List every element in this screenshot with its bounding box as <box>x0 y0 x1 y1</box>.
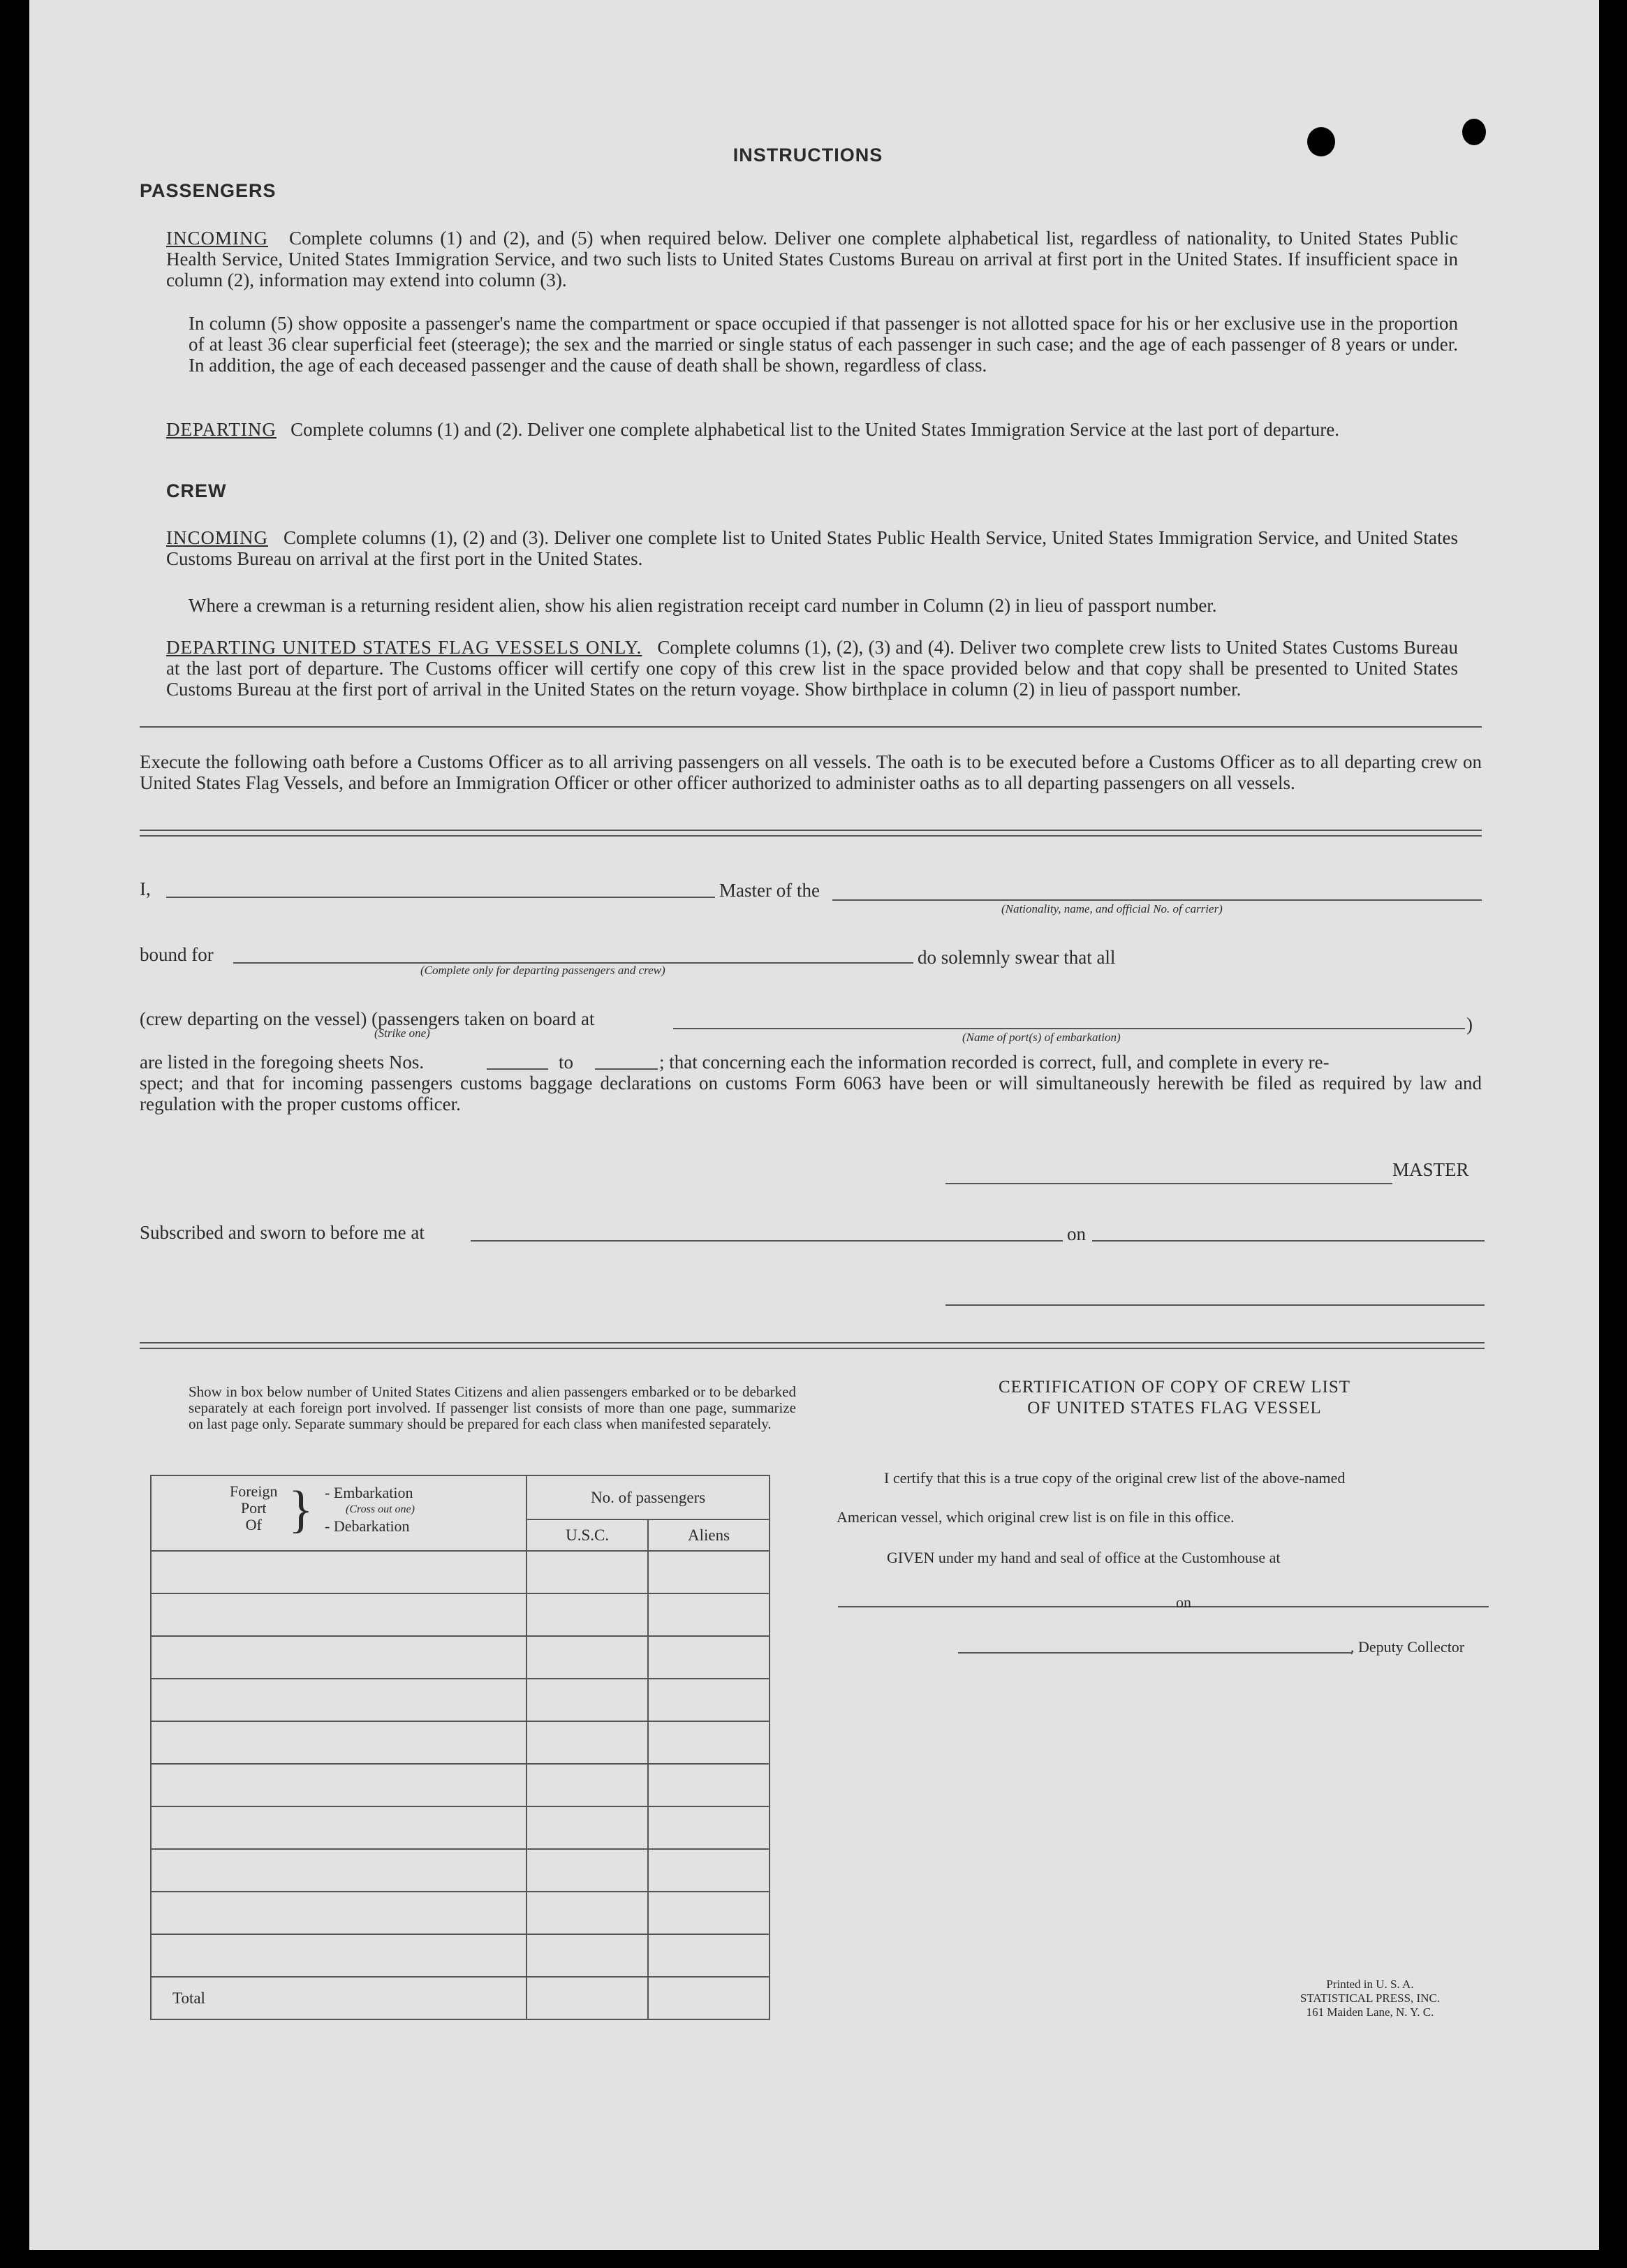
crew-heading: CREW <box>166 480 227 501</box>
total-row <box>151 1977 770 2019</box>
subscribed-date-line[interactable] <box>1092 1240 1485 1242</box>
master-of-the-label: Master of the <box>715 880 824 901</box>
crew-departing-label: DEPARTING UNITED STATES FLAG VESSELS ONLY. <box>166 637 642 658</box>
sheet-from-line[interactable] <box>487 1068 548 1070</box>
embarkation-port-line[interactable] <box>673 1028 1465 1029</box>
crew-departing-text: Complete columns (1), (2), (3) and (4). Deliver two complete crew lists to United States Customs Bureau at the last port of departure. The Customs officer will certify one copy of this crew list in the space provided below and that copy shall be presented to United States Customs Bureau at the first port of arrival in the United States on the return voyage. Show birthplace in column (2) in lieu of passport number. <box>166 637 1459 700</box>
port-cell[interactable] <box>151 1892 527 1934</box>
swear-label: do solemnly swear that all <box>913 947 1119 968</box>
port-label: Port <box>240 1499 267 1517</box>
certification-title <box>909 1377 1440 1419</box>
printer-line3: 161 Maiden Lane, N. Y. C. <box>1306 2005 1434 2019</box>
to-label: to <box>559 1052 574 1073</box>
usc-header: U.S.C. <box>527 1519 648 1551</box>
oath-bottom-divider <box>140 1342 1485 1349</box>
table-row <box>151 1679 770 1721</box>
sheet-to-line[interactable] <box>595 1068 658 1070</box>
crew-departing-paragraph <box>166 637 1458 700</box>
usc-cell[interactable] <box>527 1764 648 1806</box>
aliens-cell[interactable] <box>648 1636 770 1679</box>
master-name-line[interactable] <box>166 897 732 898</box>
aliens-cell[interactable] <box>648 1806 770 1849</box>
table-row <box>151 1892 770 1934</box>
brace-icon: } <box>288 1481 314 1538</box>
given-text: GIVEN under my hand and seal of office at the Customhouse at <box>887 1549 1281 1566</box>
listed-text-c: spect; and that for incoming passengers customs baggage declarations on customs Form 6063 have been or will simultaneously herewith be filed as required by law and regulation with the proper customs officer. <box>140 1073 1482 1114</box>
usc-cell[interactable] <box>527 1892 648 1934</box>
aliens-cell[interactable] <box>648 1551 770 1593</box>
usc-cell[interactable] <box>527 1934 648 1977</box>
usc-cell[interactable] <box>527 1551 648 1593</box>
crew-incoming-paragraph <box>166 527 1458 569</box>
master-signature-line[interactable] <box>945 1183 1392 1184</box>
crew-incoming-label: INCOMING <box>166 527 268 548</box>
close-paren: ) <box>1466 1014 1473 1035</box>
table-row <box>151 1849 770 1892</box>
deputy-signature-line[interactable] <box>958 1652 1352 1654</box>
crew-departing-label-oath: (crew departing on the vessel) (passengers taken on board at <box>140 1008 595 1029</box>
usc-cell[interactable] <box>527 1593 648 1636</box>
summary-note: Show in box below number of United States Citizens and alien passengers embarked or to be debarked separately at each foreign port involved. If passenger list consists of more than one page, summarize on last page only. Separate summary should be prepared for each class when manifested separately. <box>189 1383 796 1432</box>
aliens-header: Aliens <box>648 1519 770 1551</box>
port-cell[interactable] <box>151 1551 527 1593</box>
subscribed-on-label: on <box>1067 1223 1086 1244</box>
foreign-port-header <box>151 1475 527 1551</box>
strike-one-note: (Strike one) <box>374 1026 430 1040</box>
master-label: MASTER <box>1392 1159 1469 1180</box>
carrier-line[interactable] <box>832 899 1482 901</box>
certification-date-line[interactable] <box>1197 1606 1489 1607</box>
aliens-cell[interactable] <box>648 1764 770 1806</box>
passengers-departing-paragraph <box>166 419 1458 440</box>
bound-for-label: bound for <box>140 944 214 965</box>
nationality-note: (Nationality, name, and official No. of carrier) <box>1001 902 1223 915</box>
table-row <box>151 1551 770 1593</box>
port-cell[interactable] <box>151 1636 527 1679</box>
incoming-text: Complete columns (1) and (2), and (5) when required below. Deliver one complete alphabetical list, regardless of nationality, to United States Public Health Service, United States Immigration Service, and two such lists to United States Customs Bureau on arrival at first port in the United States. If insufficient space in column (2), information may extend into column (3). <box>166 228 1458 290</box>
oath-intro: Execute the following oath before a Customs Officer as to all arriving passengers on all vessels. The oath is to be executed before a Customs Officer as to all departing crew on United States Flag Vessels, and before an Immigration Officer or other officer authorized to administer oaths as to all departing passengers on all vessels. <box>140 751 1482 793</box>
subscribed-label: Subscribed and sworn to before me at <box>140 1222 425 1243</box>
complete-only-note: (Complete only for departing passengers and crew) <box>420 964 665 977</box>
column5-paragraph: In column (5) show opposite a passenger's name the compartment or space occupied if that passenger is not allotted space for his or her exclusive use in the proportion of at least 36 clear superficial feet (steerage); the sex and the married or single status of each passenger in such case; and the age of each passenger of 8 years or under. In addition, the age of each deceased passenger and the cause of death shall be shown, regardless of class. <box>189 313 1458 376</box>
oath-intro-divider <box>140 830 1482 837</box>
usc-cell[interactable] <box>527 1636 648 1679</box>
total-label: Total <box>151 1977 527 2019</box>
deputy-collector-label: , Deputy Collector <box>1350 1638 1465 1656</box>
instructions-title: INSTRUCTIONS <box>732 145 883 165</box>
total-aliens-cell[interactable] <box>648 1977 770 2019</box>
of-label: Of <box>245 1516 262 1533</box>
table-row <box>151 1636 770 1679</box>
usc-cell[interactable] <box>527 1721 648 1764</box>
no-of-passengers-header: No. of passengers <box>527 1475 770 1519</box>
usc-cell[interactable] <box>527 1849 648 1892</box>
i-label: I, <box>140 878 151 899</box>
incoming-label: INCOMING <box>166 228 268 249</box>
customhouse-line[interactable] <box>838 1606 1201 1607</box>
aliens-cell[interactable] <box>648 1849 770 1892</box>
port-cell[interactable] <box>151 1764 527 1806</box>
aliens-cell[interactable] <box>648 1721 770 1764</box>
certify-text: I certify that this is a true copy of the original crew list of the above-named <box>884 1469 1346 1487</box>
printer-line2: STATISTICAL PRESS, INC. <box>1300 1991 1441 2005</box>
table-row <box>151 1806 770 1849</box>
printer-imprint <box>1258 1978 1482 2019</box>
cross-out-note: (Cross out one) <box>346 1503 415 1515</box>
debarkation-label: - Debarkation <box>325 1517 410 1535</box>
subscribed-place-line[interactable] <box>471 1240 1063 1242</box>
table-header-row <box>151 1475 770 1519</box>
port-cell[interactable] <box>151 1679 527 1721</box>
embarkation-label: - Embarkation <box>325 1484 413 1501</box>
certification-on-label: on <box>1176 1593 1191 1611</box>
name-of-ports-note: (Name of port(s) of embarkation) <box>962 1031 1121 1044</box>
table-row <box>151 1764 770 1806</box>
port-cell[interactable] <box>151 1806 527 1849</box>
usc-cell[interactable] <box>527 1679 648 1721</box>
table-row <box>151 1934 770 1977</box>
crewman-paragraph: Where a crewman is a returning resident alien, show his alien registration receipt card number in Column (2) in lieu of passport number. <box>189 595 1217 616</box>
total-usc-cell[interactable] <box>527 1977 648 2019</box>
punch-hole-right <box>1462 119 1486 145</box>
table-row <box>151 1593 770 1636</box>
table-row <box>151 1721 770 1764</box>
port-cell[interactable] <box>151 1849 527 1892</box>
form-page <box>29 0 1599 2250</box>
american-vessel-text: American vessel, which original crew list is on file in this office. <box>837 1508 1235 1526</box>
aliens-cell[interactable] <box>648 1679 770 1721</box>
usc-cell[interactable] <box>527 1806 648 1849</box>
foreign-label: Foreign <box>230 1482 278 1500</box>
passengers-heading: PASSENGERS <box>140 180 277 201</box>
aliens-cell[interactable] <box>648 1593 770 1636</box>
port-cell[interactable] <box>151 1593 527 1636</box>
port-cell[interactable] <box>151 1721 527 1764</box>
instructions-divider <box>140 726 1482 728</box>
listed-label: are listed in the foregoing sheets Nos. <box>140 1052 425 1073</box>
listed-text-b: ; that concerning each the information recorded is correct, full, and complete in every re- <box>659 1052 1330 1073</box>
crew-incoming-text: Complete columns (1), (2) and (3). Deliver one complete list to United States Public Health Service, United States Immigration Service, and United States Customs Bureau on arrival at the first port in the United States. <box>166 527 1459 569</box>
aliens-cell[interactable] <box>648 1892 770 1934</box>
printer-line1: Printed in U. S. A. <box>1326 1978 1414 1991</box>
passenger-summary-table <box>150 1475 770 2020</box>
aliens-cell[interactable] <box>648 1934 770 1977</box>
departing-text: Complete columns (1) and (2). Deliver one complete alphabetical list to the United States Immigration Service at the last port of departure. <box>290 419 1339 440</box>
punch-hole-left <box>1307 127 1335 156</box>
passengers-incoming-paragraph <box>166 228 1458 290</box>
officer-signature-line[interactable] <box>945 1304 1485 1306</box>
port-cell[interactable] <box>151 1934 527 1977</box>
certification-title-line1: CERTIFICATION OF COPY OF CREW LIST <box>998 1378 1351 1397</box>
departing-label: DEPARTING <box>166 419 277 440</box>
certification-title-line2: OF UNITED STATES FLAG VESSEL <box>1027 1399 1322 1418</box>
